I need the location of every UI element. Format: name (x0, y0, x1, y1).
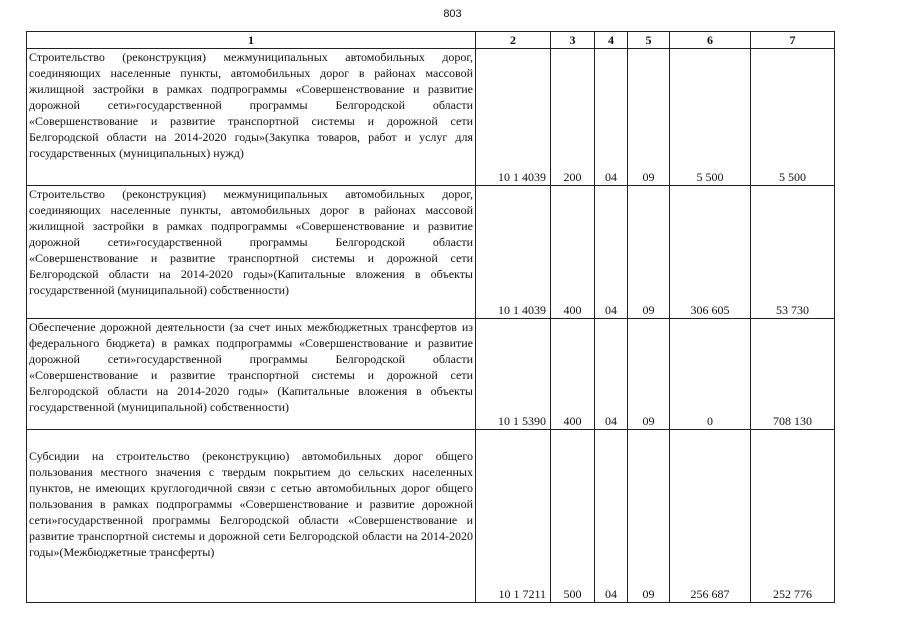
target-code-cell: 10 1 5390 (476, 319, 551, 430)
expense-type-cell: 200 (551, 49, 595, 186)
amount-col7-cell: 53 730 (751, 186, 835, 319)
amount-col6-cell: 256 687 (670, 430, 751, 603)
col-header: 6 (670, 32, 751, 49)
amount-col7-cell: 708 130 (751, 319, 835, 430)
table-row (27, 49, 835, 186)
section-cell: 04 (595, 430, 628, 603)
col-header: 3 (551, 32, 595, 49)
table-row (27, 186, 835, 319)
row-description: Субсидии на строительство (реконструкцию) автомобильных дорог общего пользования местного значения с твердым покрытием до сельских населенных пунктов, не имеющих круглогодичной связи с сетью автомобильных дорог общего пользования в рамках подпрограммы «Совершенствование и развитие дорожной сети»государственной программы Белгородской области «Совершенствование и развитие транспортной системы и дорожной сети Белгородской области на 2014-2020 годы»(Межбюджетные трансферты) (27, 430, 476, 603)
amount-col6-cell: 5 500 (670, 49, 751, 186)
subsection-cell: 09 (628, 319, 670, 430)
section-cell: 04 (595, 49, 628, 186)
subsection-cell: 09 (628, 430, 670, 603)
row-description: Строительство (реконструкция) межмуниципальных автомобильных дорог, соединяющих населенные пункты, автомобильных дорог в районах массовой жилищной застройки в рамках подпрограммы «Совершенствование и развитие дорожной сети»государственной программы Белгородской области «Совершенствование и развитие транспортной системы и дорожной сети Белгородской области на 2014-2020 годы»(Капитальные вложения в объекты государственной (муниципальной) собственности) (27, 186, 476, 319)
row-description: Строительство (реконструкция) межмуниципальных автомобильных дорог, соединяющих населенные пункты, автомобильных дорог в районах массовой жилищной застройки в рамках подпрограммы «Совершенствование и развитие дорожной сети»государственной программы Белгородской области «Совершенствование и развитие транспортной системы и дорожной сети Белгородской области на 2014-2020 годы»(Закупка товаров, работ и услуг для государственных (муниципальных) нужд) (27, 49, 476, 186)
col-header: 7 (751, 32, 835, 49)
budget-table (26, 31, 835, 603)
expense-type-cell: 400 (551, 319, 595, 430)
amount-col6-cell: 0 (670, 319, 751, 430)
col-header: 1 (27, 32, 476, 49)
subsection-cell: 09 (628, 49, 670, 186)
row-description: Обеспечение дорожной деятельности (за счет иных межбюджетных трансфертов из федерального бюджета) в рамках подпрограммы «Совершенствование и развитие дорожной сети»государственной программы Белгородской области «Совершенствование и развитие транспортной системы и дорожной сети Белгородской области на 2014-2020 годы» (Капитальные вложения в объекты государственной (муниципальной) собственности) (27, 319, 476, 430)
page-number: 803 (443, 8, 462, 20)
expense-type-cell: 400 (551, 186, 595, 319)
section-cell: 04 (595, 186, 628, 319)
table-row (27, 319, 835, 430)
amount-col7-cell: 5 500 (751, 49, 835, 186)
col-header: 2 (476, 32, 551, 49)
amount-col7-cell: 252 776 (751, 430, 835, 603)
col-header: 5 (628, 32, 670, 49)
header-row (27, 32, 835, 49)
section-cell: 04 (595, 319, 628, 430)
target-code-cell: 10 1 4039 (476, 186, 551, 319)
subsection-cell: 09 (628, 186, 670, 319)
target-code-cell: 10 1 4039 (476, 49, 551, 186)
amount-col6-cell: 306 605 (670, 186, 751, 319)
expense-type-cell: 500 (551, 430, 595, 603)
target-code-cell: 10 1 7211 (476, 430, 551, 603)
col-header: 4 (595, 32, 628, 49)
table-row (27, 430, 835, 603)
